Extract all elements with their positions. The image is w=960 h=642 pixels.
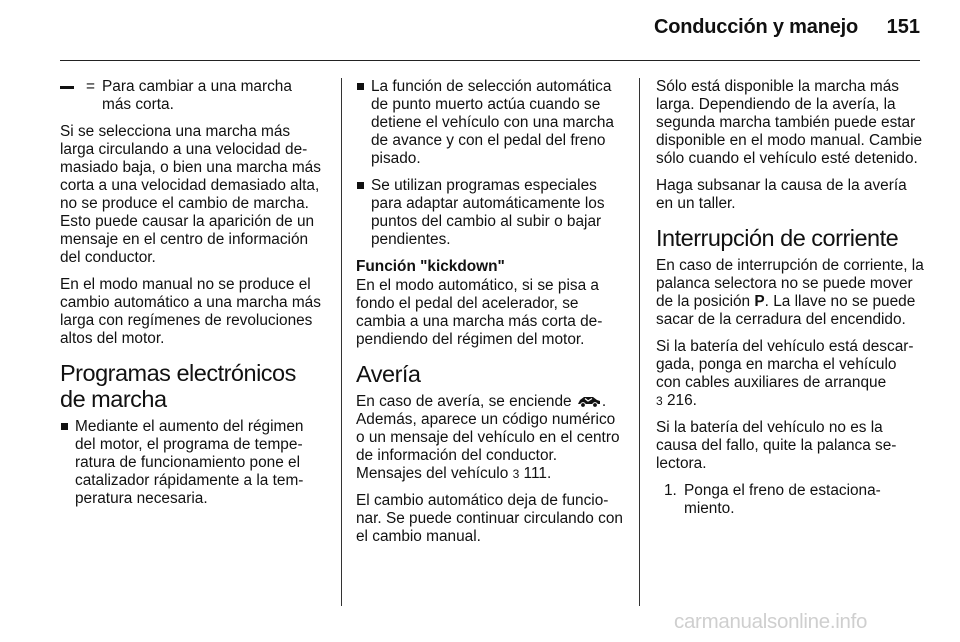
numbered-step: [656, 482, 924, 518]
paragraph-averia: En caso de avería, se enciende . Además, aparece un código numérico o un mensaje del vehículo en el centro de información del conductor. Mensajes del vehículo 3 111.: [356, 393, 620, 482]
column-3: [656, 78, 924, 518]
section-heading-interrupcion: Interrupción de corriente: [656, 225, 899, 251]
page-reference-icon: 3: [512, 467, 520, 481]
legend-equals: =: [86, 78, 95, 95]
bullet-item: [356, 78, 624, 168]
square-bullet-icon: [61, 423, 68, 430]
page-reference-link[interactable]: 216.: [666, 392, 697, 409]
square-bullet-icon: [357, 182, 364, 189]
column-divider-1: [341, 78, 342, 606]
section-heading-programas: Programas electrónicos de marcha: [60, 360, 296, 412]
paragraph: En el modo manual no se produce el cambio automático a una marcha más larga con regímenes de revoluciones altos del motor.: [60, 276, 321, 347]
car-warning-icon: [576, 394, 602, 408]
square-bullet-icon: [357, 83, 364, 90]
column-1: [60, 78, 325, 517]
minus-icon: [60, 86, 74, 89]
paragraph: El cambio automático deja de funcionar. Se puede continuar circulando con el cambio manual.: [356, 492, 623, 545]
legend-text: Para cambiar a una marcha más corta.: [102, 78, 292, 113]
paragraph: Haga subsanar la causa de la avería en un taller.: [656, 177, 907, 212]
paragraph: En el modo automático, si se pisa a fondo el pedal del acelerador, se cambia a una marcha más corta dependiendo del régimen del motor.: [356, 277, 603, 348]
column-divider-2: [639, 78, 640, 606]
paragraph-bateria: Si la batería del vehículo está descargada, ponga en marcha el vehículo con cables auxiliares de arranque 3 216.: [656, 338, 914, 409]
section-heading-averia: Avería: [356, 361, 421, 387]
page-reference-icon: 3: [656, 394, 663, 408]
header-rule: [60, 60, 920, 61]
bullet-text: Mediante el aumento del régimen del motor, el programa de temperatura de funcionamiento pone el catalizador rápidamente a la temperatura necesaria.: [75, 418, 304, 507]
page-number: 151: [886, 16, 920, 38]
page-header-title: Conducción y manejo: [654, 16, 859, 38]
watermark: carmanualsonline.info: [674, 610, 868, 633]
bullet-item: [60, 418, 325, 508]
gear-position-p: P: [754, 293, 765, 310]
paragraph: Sólo está disponible la marcha más larga. Dependiendo de la avería, la segunda marcha también puede estar disponible en el modo manual. Cambie sólo cuando el vehículo esté detenido.: [656, 78, 923, 167]
step-text: Ponga el freno de estacionamiento.: [684, 482, 881, 517]
paragraph-interrupcion: En caso de interrupción de corriente, la palanca selectora no se puede mover de la posición P. La llave no se puede sacar de la cerradura del encendido.: [656, 257, 924, 328]
legend-row-minus: [60, 78, 325, 114]
bullet-text: Se utilizan programas especiales para adaptar automáticamente los puntos del cambio al subir o bajar pendientes.: [371, 177, 605, 248]
bullet-item: [356, 177, 624, 249]
step-number: 1.: [664, 482, 677, 499]
column-2: [356, 78, 624, 555]
paragraph: Si se selecciona una marcha más larga circulando a una velocidad demasiado baja, o bien una marcha más corta a una velocidad demasiado alta, no se produce el cambio de marcha. Esto puede causar la aparición de un mensaje en el centro de información del conductor.: [60, 123, 321, 266]
page-reference-link[interactable]: 111.: [523, 465, 552, 482]
bullet-text: La función de selección automática de punto muerto actúa cuando se detiene el vehículo con una marcha de avance y con el pedal del freno pisado.: [371, 78, 614, 167]
paragraph: Si la batería del vehículo no es la causa del fallo, quite la palanca selectora.: [656, 419, 897, 472]
subsection-heading-kickdown: Función "kickdown": [356, 258, 505, 275]
